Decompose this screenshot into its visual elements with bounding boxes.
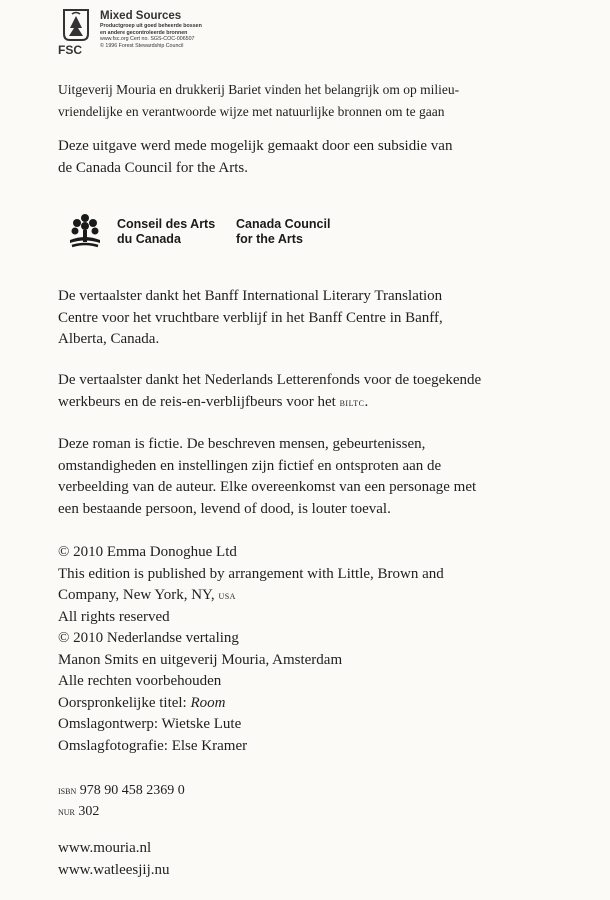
nur-value: 302: [78, 804, 100, 819]
original-title-label: Oorspronkelijke titel:: [58, 694, 191, 711]
isbn-value: 978 90 458 2369 0: [79, 783, 185, 798]
council-name-french: [117, 217, 215, 247]
edition-statement: This edition is published by arrangement with Little, Brown and: [58, 565, 444, 582]
text-line: du Canada: [117, 232, 181, 246]
website-links: [58, 837, 170, 881]
website-mouria[interactable]: www.mouria.nl: [58, 840, 152, 856]
text-fragment: werkbeurs en de reis-en-verblijfbeurs voor het: [58, 393, 340, 410]
copyright-translation: © 2010 Nederlandse vertaling: [58, 630, 239, 646]
fsc-line: en andere gecontroleerde bronnen: [100, 29, 188, 36]
text-fragment: .: [364, 393, 369, 410]
cover-design-credit: Omslagontwerp: Wietske Lute: [58, 716, 242, 732]
usa-abbreviation: usa: [218, 588, 236, 602]
fsc-line: © 1996 Forest Stewardship Council: [100, 42, 184, 49]
fsc-label: [58, 6, 258, 62]
text-line: Deze uitgave werd mede mogelijk gemaakt door een subsidie van: [58, 138, 453, 154]
nur-line: [58, 801, 185, 822]
fsc-title: Mixed Sources: [100, 10, 182, 22]
fsc-line: Productgroep uit goed beheerde bossen: [100, 23, 202, 29]
fiction-disclaimer: [58, 434, 558, 520]
text-line: Alberta, Canada.: [58, 331, 160, 347]
text-line: Deze roman is fictie. De beschreven mensen, gebeurtenissen,: [58, 436, 426, 452]
website-watleesjij[interactable]: www.watleesjij.nu: [58, 862, 170, 878]
fsc-tree-icon: [58, 6, 94, 58]
biltc-abbreviation: biltc: [339, 394, 365, 409]
text-line: de Canada Council for the Arts.: [58, 159, 248, 176]
text-line: Conseil des Arts: [117, 217, 216, 231]
banff-acknowledgement: [58, 286, 558, 351]
original-title: Room: [190, 694, 226, 711]
council-name-english: [236, 217, 330, 247]
text-line: De vertaalster dankt het Banff International Literary Translation: [58, 288, 443, 304]
text-line: for the Arts: [236, 232, 303, 246]
nur-label: nur: [58, 804, 75, 818]
text-line: omstandigheden en instellingen zijn fictief en ontsproten aan de: [58, 457, 442, 474]
original-title-line: [58, 693, 558, 715]
canada-council-logo: [66, 212, 366, 254]
subsidy-statement: [58, 136, 558, 179]
letterenfonds-acknowledgement: [58, 370, 558, 413]
text-line: Canada Council: [236, 217, 331, 231]
edition-statement: [58, 585, 558, 607]
translator-line: Manon Smits en uitgeverij Mouria, Amsterdam: [58, 651, 343, 668]
environment-statement: [58, 79, 558, 122]
text-line: De vertaalster dankt het Nederlands Letterenfonds voor de toegekende: [58, 372, 482, 388]
fsc-text: [100, 10, 202, 49]
rights-dutch: Alle rechten voorbehouden: [58, 673, 222, 689]
text-line: Centre voor het vruchtbare verblijf in het Banff Centre in Banff,: [58, 309, 443, 326]
isbn-block: [58, 780, 185, 822]
cover-photo-credit: Omslagfotografie: Else Kramer: [58, 737, 248, 754]
text-line: verbeelding van de auteur. Elke overeenkomst van een personage met: [58, 479, 477, 495]
copyright-credits: [58, 542, 558, 757]
isbn-line: [58, 780, 185, 801]
fsc-line: www.fsc.org Cert no. SGS-COC-006507: [100, 36, 195, 42]
text-line: een bestaande persoon, levend of dood, is louter toeval.: [58, 500, 391, 517]
isbn-label: isbn: [58, 783, 77, 797]
text-line: Uitgeverij Mouria en drukkerij Bariet vinden het belangrijk om op milieu-: [58, 82, 460, 97]
text-line: vriendelijke en verantwoorde wijze met natuurlijke bronnen om te gaan: [58, 103, 445, 119]
canada-council-emblem-icon: [66, 212, 104, 252]
rights-english: All rights reserved: [58, 608, 170, 625]
fsc-acronym: FSC: [58, 43, 82, 57]
text-fragment: Company, New York, NY,: [58, 587, 219, 603]
copyright-original: © 2010 Emma Donoghue Ltd: [58, 544, 237, 560]
text-line: [58, 392, 558, 414]
